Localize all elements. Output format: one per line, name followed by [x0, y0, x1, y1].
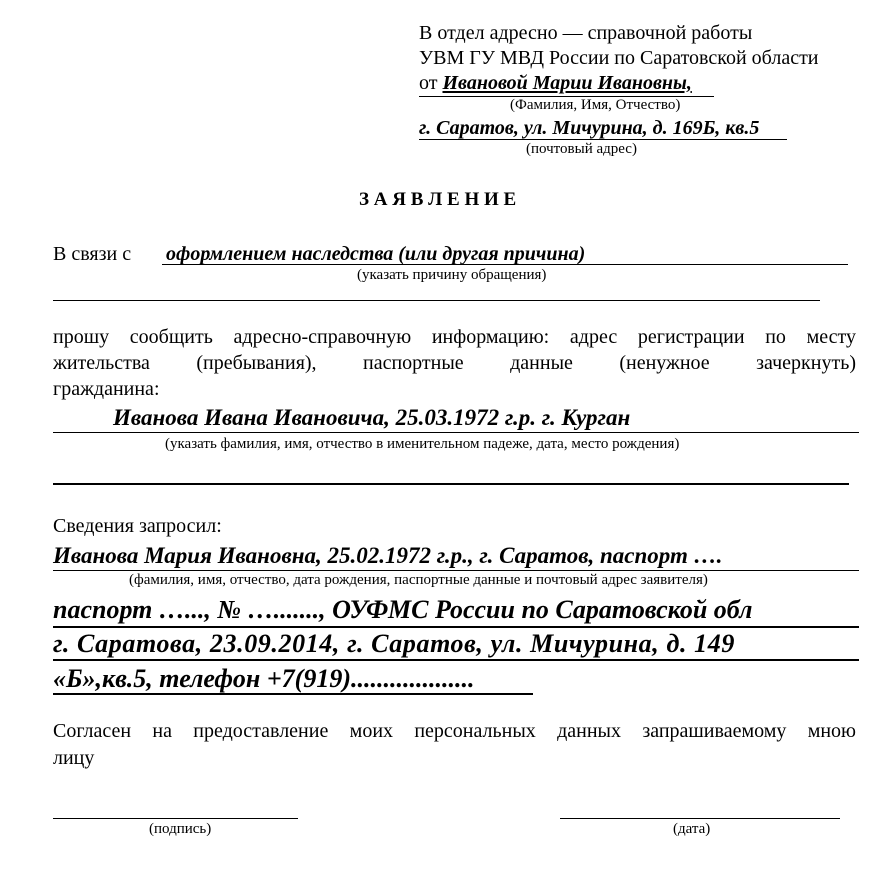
recipient-line-2: УВМ ГУ МВД России по Саратовской области: [419, 47, 819, 69]
target-person: Иванова Ивана Ивановича, 25.03.1972 г.р. г. Курган: [113, 405, 631, 430]
reason-value: оформлением наследства (или другая причина): [166, 243, 586, 265]
date-caption: (дата): [673, 821, 711, 837]
reason-underline: [162, 264, 848, 265]
page-title: З А Я В Л Е Н И Е: [359, 189, 517, 210]
requester-line-4: «Б»,кв.5, телефон +7(919)...................: [53, 664, 475, 693]
target-person-underline: [53, 432, 859, 433]
from-prefix: от: [419, 72, 438, 94]
requester-line-4-underline: [53, 693, 533, 695]
requester-line-2: паспорт …..., № …......., ОУФМС России по Саратовской обл: [53, 595, 753, 624]
applicant-address: г. Саратов, ул. Мичурина, д. 169Б, кв.5: [419, 117, 760, 139]
consent-line-2: лицу: [53, 747, 95, 769]
blank-line-2: [53, 483, 849, 485]
date-line: [560, 818, 840, 819]
requester-line-3: г. Саратова, 23.09.2014, г. Саратов, ул. Мичурина, д. 149: [53, 629, 735, 658]
blank-line-1: [53, 300, 820, 301]
reason-caption: (указать причину обращения): [357, 267, 547, 283]
reason-prefix: В связи с: [53, 243, 132, 265]
requester-line-2-underline: [53, 626, 859, 628]
request-line-1: прошу сообщить адресно-справочную информацию: адрес регистрации по месту: [53, 326, 856, 348]
signature-line: [53, 818, 298, 819]
applicant-name: Ивановой Марии Ивановны,: [442, 72, 692, 94]
signature-caption: (подпись): [149, 821, 212, 837]
requester-line-3-underline: [53, 659, 859, 661]
applicant-name-caption: (Фамилия, Имя, Отчество): [510, 97, 681, 113]
requester-caption: (фамилия, имя, отчество, дата рождения, паспортные данные и почтовый адрес заявителя): [129, 572, 708, 588]
address-caption: (почтовый адрес): [526, 141, 637, 157]
applicant-from: [419, 72, 692, 95]
requester-line-1: Иванова Мария Ивановна, 25.02.1972 г.р., г. Саратов, паспорт ….: [53, 543, 723, 568]
requester-underline: [53, 570, 859, 571]
requester-label: Сведения запросил:: [53, 515, 222, 537]
recipient-line-1: В отдел адресно — справочной работы: [419, 22, 753, 44]
request-line-3: гражданина:: [53, 378, 160, 400]
target-person-caption: (указать фамилия, имя, отчество в именительном падеже, дата, место рождения): [165, 436, 680, 452]
consent-line-1: Согласен на предоставление моих персональных данных запрашиваемому мною: [53, 720, 856, 742]
applicant-address-underline: [419, 139, 787, 140]
request-line-2: жительства (пребывания), паспортные данные (ненужное зачеркнуть): [53, 352, 856, 374]
